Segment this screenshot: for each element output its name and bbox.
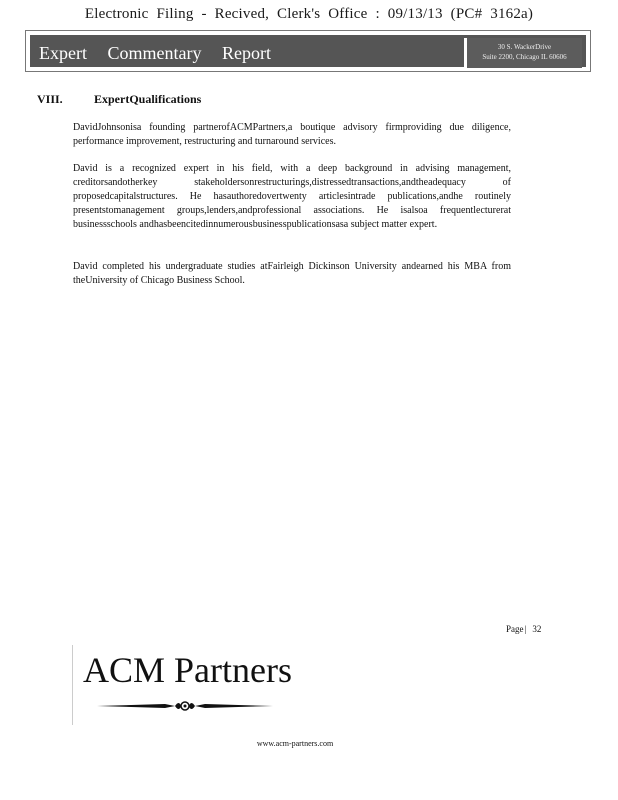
report-title: Expert Commentary Report [39, 43, 271, 63]
section-number: VIII. [37, 92, 63, 106]
paragraph-intro: DavidJohnsonisa founding partnerofACMPartners,a boutique advisory firmproviding due diligence, performance improvement, restructuring and turnaround services. [73, 122, 511, 147]
paragraph-education: David completed his undergraduate studies atFairleigh Dickinson University andearned his MBA from theUniversity of Chicago Business School. [73, 261, 511, 286]
address-block [464, 38, 582, 68]
logo-text: ACM Partners [83, 650, 292, 690]
page-label: Page [506, 624, 524, 634]
address-line-1: 30 S. WackerDrive [497, 43, 552, 51]
section-heading [37, 92, 201, 107]
footer-website: www.acm-partners.com [256, 739, 334, 748]
address-line-2: Suite 2200, Chicago IL 60606 [482, 53, 567, 61]
acm-logo [72, 645, 313, 725]
ornament-divider-icon [95, 697, 275, 715]
banner-background [30, 35, 586, 67]
section-title: ExpertQualifications [94, 92, 202, 106]
paragraph-expertise: David is a recognized expert in his field, with a deep background in advising management, creditorsandotherkey stakeholdersonrestructurings,distressedtransactions,andtheadequacy of proposedcapitalstructures. He hasauthoredovertwenty articlesintrade publications,andhe routinely presentstomanagement groups,lenders,andprofessional associations. He isalsoa frequentlecturerat businessschools andhasbeencitedinnumerousbusinesspublicationsasa subject matter expert. [73, 163, 511, 230]
filing-stamp: Electronic Filing - Recived, Clerk's Office : 09/13/13 (PC# 3162a) [84, 6, 534, 22]
report-banner [25, 30, 591, 72]
page-number: Page| 32 [506, 624, 542, 634]
page-value: 32 [532, 624, 542, 634]
